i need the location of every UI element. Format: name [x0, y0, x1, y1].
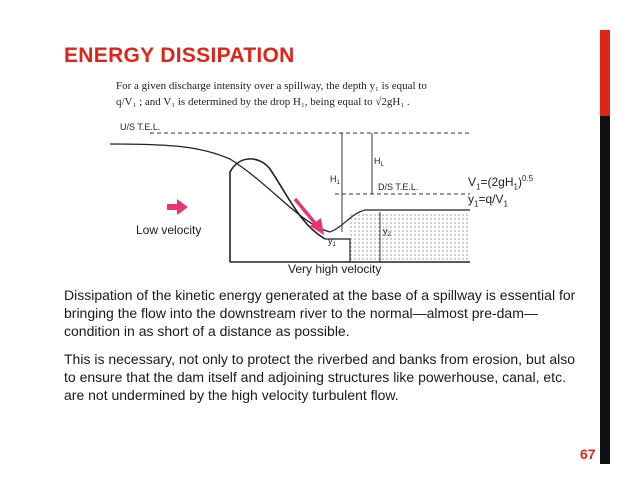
ds-tel-label: D/S T.E.L.	[378, 182, 419, 192]
downstream-water	[350, 212, 470, 260]
velocity-equation: $V_1=(2gH_1)^{0.5}$	[468, 174, 534, 192]
spillway-diagram	[110, 114, 490, 274]
y2-label: $y_2$	[383, 226, 391, 238]
h1-label: $H_1$	[330, 174, 340, 186]
slide-title: ENERGY DISSIPATION	[64, 44, 295, 67]
accent-bar-black	[600, 116, 610, 464]
low-velocity-arrow-shaft	[167, 204, 177, 210]
paragraph-protection: This is necessary, not only to protect the riverbed and banks from erosion, but also to ensure that the dam itself and adjoining structures like powerhouse, canal, etc. are not undermined by the high velocity turbulent flow.	[64, 351, 575, 403]
y1-label: $y_1$	[328, 236, 336, 248]
depth-equation: $y_1=q/V_1$	[468, 192, 508, 209]
low-velocity-arrow-head	[177, 199, 188, 215]
spillway-body	[230, 159, 325, 262]
paragraph-dissipation: Dissipation of the kinetic energy generated at the base of a spillway is essential for bringing the flow into the downstream river to the normal—almost pre-dam— condition in as short of a distance as possible.	[64, 287, 576, 339]
page-number: 67	[580, 446, 596, 462]
accent-bar-red	[600, 30, 610, 116]
scanned-text-line-2: q/V₁ ; and V₁ is determined by the drop H₁, being equal to √2gH₁ .	[116, 96, 410, 108]
us-tel-label: U/S T.E.L.	[120, 122, 161, 132]
water-surface	[110, 144, 330, 232]
high-velocity-label: Very high velocity	[288, 262, 382, 276]
low-velocity-label: Low velocity	[136, 223, 202, 237]
hl-label: $H_L$	[374, 156, 384, 168]
scanned-text-line-1: For a given discharge intensity over a spillway, the depth y₁ is equal to	[116, 80, 427, 92]
